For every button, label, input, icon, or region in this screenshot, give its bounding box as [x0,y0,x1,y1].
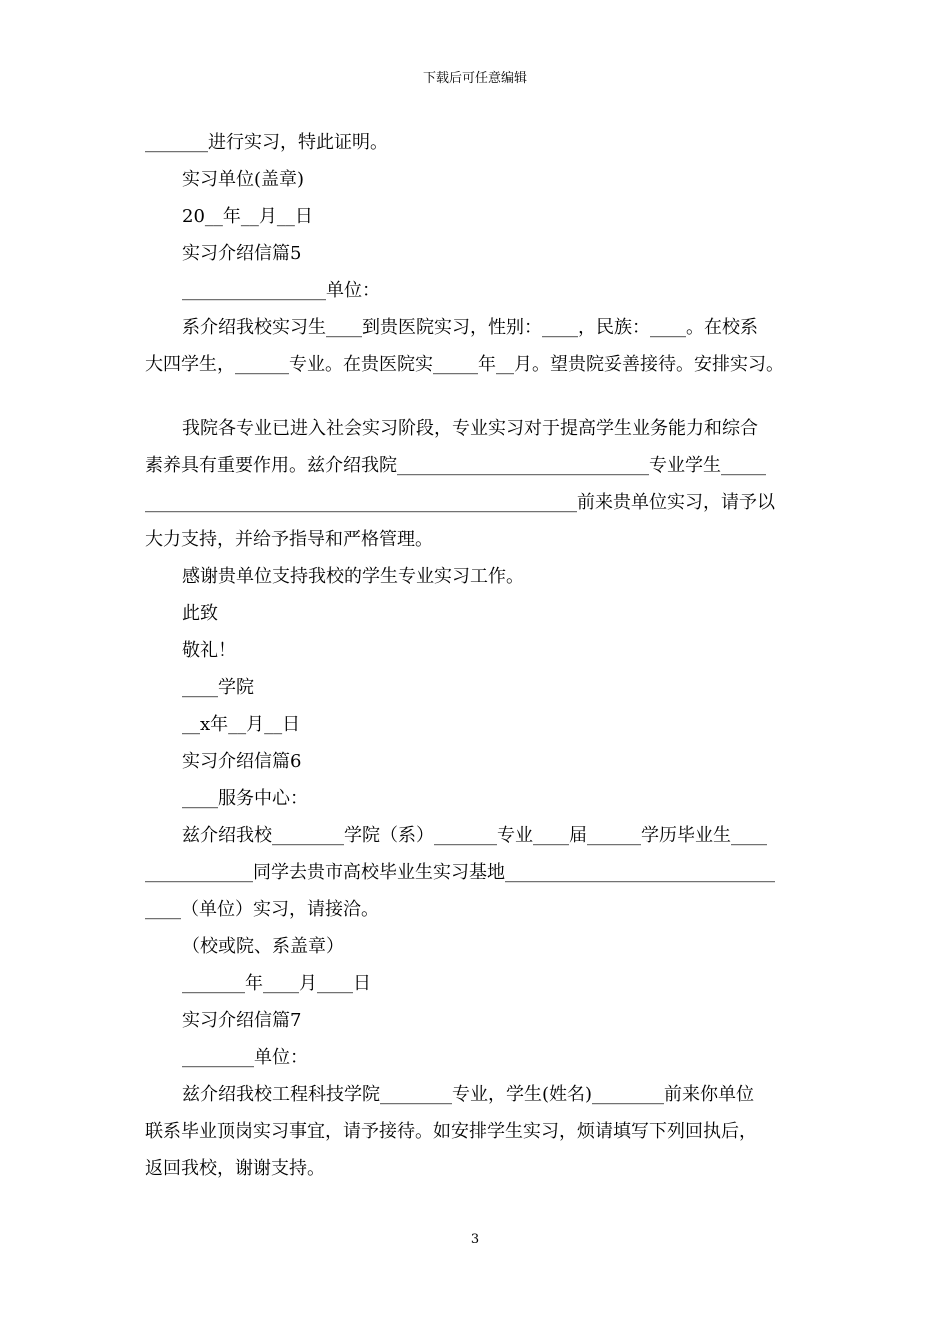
paragraph-line: 素养具有重要作用。兹介绍我院____________________________专业学生_____ [145,455,766,476]
addressee-line: ________单位： [182,1047,308,1068]
section-heading: 实习介绍信篇5 [182,243,302,264]
signature-line: ____学院 [182,677,254,698]
paragraph-line: 感谢贵单位支持我校的学生专业实习工作。 [182,566,524,587]
paragraph-line: ________________________________________________前来贵单位实习，请予以 [145,492,775,513]
closing-line: 敬礼！ [182,640,236,661]
section-heading: 实习介绍信篇6 [182,751,302,772]
date-line: _______年____月____日 [182,973,371,994]
date-line: 20__年__月__日 [182,206,313,227]
paragraph-line: 联系毕业顶岗实习事宜，请予接待。如安排学生实习，烦请填写下列回执后， [145,1121,757,1142]
addressee-line: ____服务中心： [182,788,308,809]
page-header: 下载后可任意编辑 [422,71,527,86]
paragraph-line: 我院各专业已进入社会实习阶段，专业实习对于提高学生业务能力和综合 [182,418,758,439]
paragraph-line: 兹介绍我校________学院（系）_______专业____届______学历毕业生____ [182,825,767,846]
document-body [145,124,813,1187]
paragraph-line: 大力支持，并给予指导和严格管理。 [145,529,433,550]
paragraph-line: 兹介绍我校工程科技学院________专业，学生(姓名)________前来你单位 [182,1084,755,1105]
page-number: 3 [470,1232,480,1247]
seal-line: （校或院、系盖章） [182,936,344,957]
text-line: 实习单位(盖章) [182,169,305,190]
paragraph-line: 系介绍我校实习生____到贵医院实习，性别：____，民族：____。在校系 [182,317,758,338]
paragraph-line: 大四学生，______专业。在贵医院实_____年__月。望贵院妥善接待。安排实习。 [145,354,784,375]
paragraph-line: 返回我校，谢谢支持。 [145,1158,325,1179]
closing-line: 此致 [182,603,218,624]
addressee-line: ________________单位： [182,280,380,301]
section-heading: 实习介绍信篇7 [182,1010,302,1031]
text-line: _______进行实习，特此证明。 [145,132,388,153]
paragraph-line: ____________同学去贵市高校毕业生实习基地______________________________ [145,862,775,883]
paragraph-line: ____（单位）实习，请接洽。 [145,899,379,920]
date-line: __x年__月__日 [182,714,301,735]
